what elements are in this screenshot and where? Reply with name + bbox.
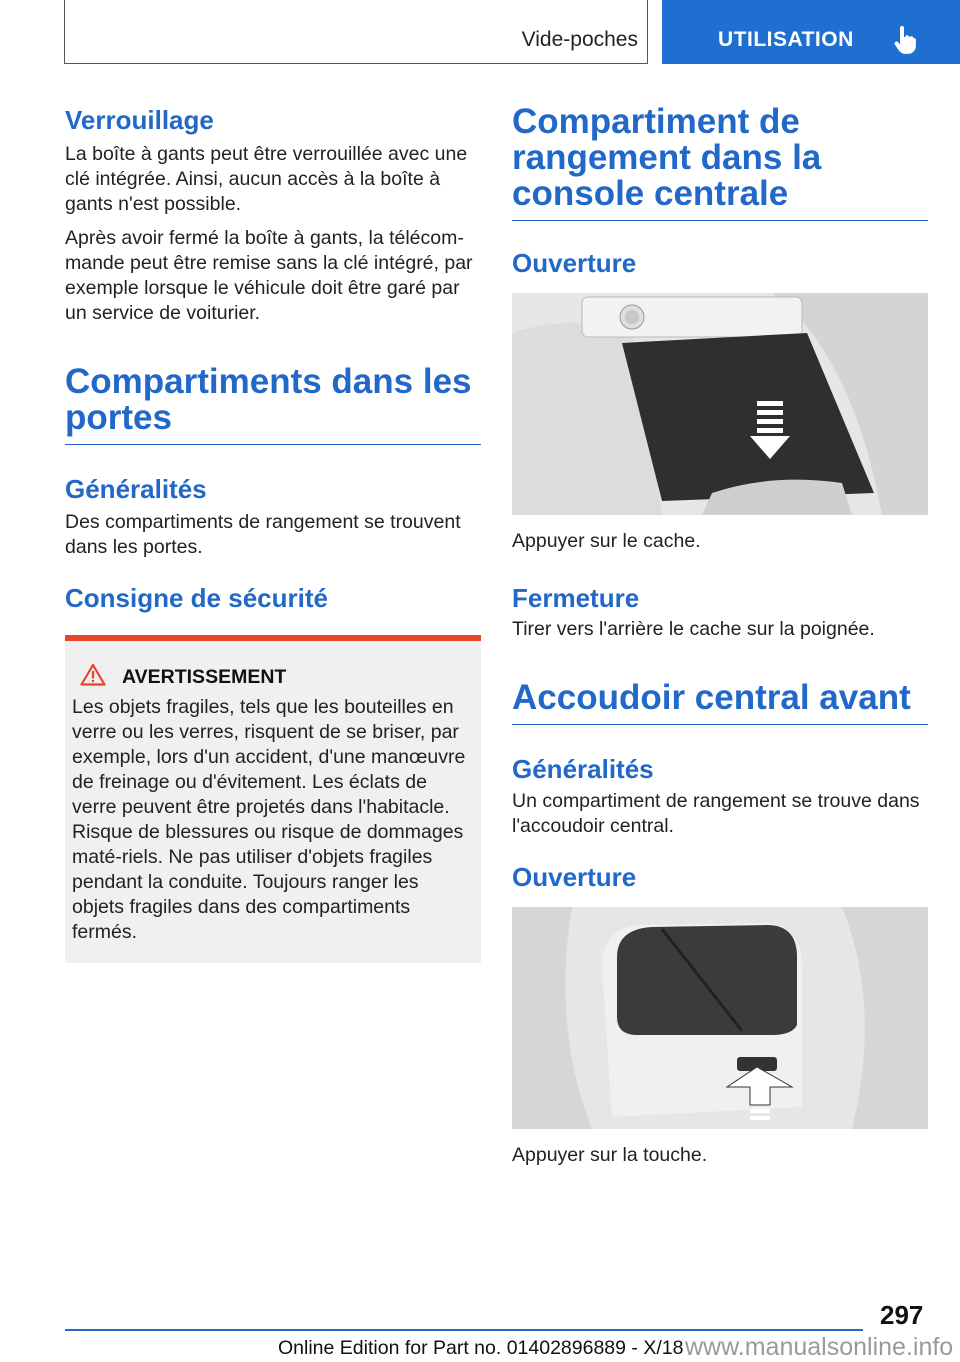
opening-heading: Ouverture bbox=[512, 248, 637, 278]
general-heading: Généralités bbox=[65, 474, 207, 504]
footer-divider bbox=[65, 1329, 863, 1331]
doors-heading: Compartiments dans les portes bbox=[65, 364, 481, 445]
closing-paragraph: Tirer vers l'arrière le cache sur la poignée. bbox=[512, 618, 875, 640]
watermark-site[interactable]: www.manualsonline.info bbox=[685, 1333, 954, 1361]
safety-heading: Consigne de sécurité bbox=[65, 583, 328, 613]
lock-paragraph-1: La boîte à gants peut être verrouillée avec une clé intégrée. Ainsi, aucun accès à la boîte à gants n'est possible. bbox=[65, 143, 468, 215]
armrest-opening-heading: Ouverture bbox=[512, 862, 637, 892]
armrest-button-illustration bbox=[512, 907, 928, 1129]
opening-caption: Appuyer sur le cache. bbox=[512, 530, 701, 552]
lock-heading: Verrouillage bbox=[65, 105, 214, 135]
closing-heading: Fermeture bbox=[512, 583, 640, 613]
warning-box bbox=[65, 635, 481, 963]
armrest-caption: Appuyer sur la touche. bbox=[512, 1144, 708, 1166]
general-paragraph: Des compartiments de rangement se trouvent dans les portes. bbox=[65, 511, 461, 558]
edition-text: Online Edition for Part no. 01402896889 - X/18 bbox=[278, 1337, 684, 1359]
armrest-general-heading: Généralités bbox=[512, 754, 654, 784]
warning-text: Les objets fragiles, tels que les bouteilles en verre ou les verres, risquent de se briser, par exemple, lors d'un accident, d'une manœuvre de freinage ou d'évitement. Les éclats de verre peuvent être projetés dans l'habitacle. Risque de blessures ou risque de dommages maté-riels. Ne pas utiliser d'objets fragiles pendant la conduite. Toujours ranger les objets fragiles dans des compartiments fermés. bbox=[72, 696, 466, 943]
armrest-general-paragraph: Un compartiment de rangement se trouve dans l'accoudoir central. bbox=[512, 790, 920, 837]
section-title: Vide-poches bbox=[521, 28, 638, 51]
console-cover-illustration bbox=[512, 293, 928, 515]
pointing-hand-icon bbox=[894, 26, 916, 59]
chapter-tab-label: UTILISATION bbox=[718, 28, 854, 51]
armrest-heading: Accoudoir central avant bbox=[512, 680, 928, 725]
warning-label: AVERTISSEMENT bbox=[122, 665, 287, 688]
chapter-tab[interactable] bbox=[662, 0, 960, 64]
page-number: 297 bbox=[880, 1300, 924, 1330]
left-column bbox=[65, 104, 481, 963]
warning-triangle-icon bbox=[80, 663, 106, 691]
console-heading: Compartiment de rangement dans la console centrale bbox=[512, 104, 928, 221]
lock-paragraph-2: Après avoir fermé la boîte à gants, la télécom-mande peut être remise sans la clé intégré, par exemple lorsque le véhicule doit être garé par un service de voiturier. bbox=[65, 227, 473, 324]
right-column bbox=[512, 104, 928, 1168]
